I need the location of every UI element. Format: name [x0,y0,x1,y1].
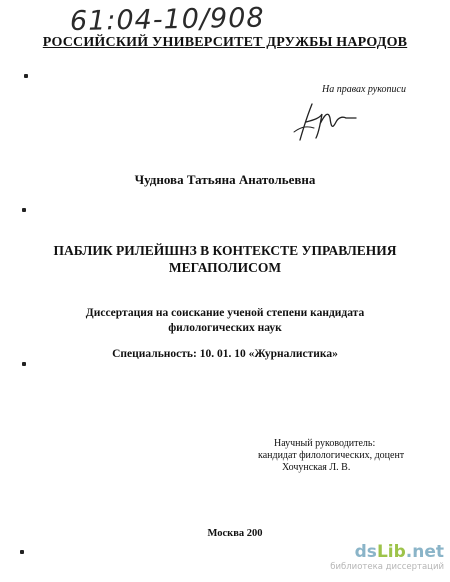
thesis-title-line: МЕГАПОЛИСОМ [168,260,282,275]
dslib-subtitle: библиотека диссертаций [330,562,444,572]
supervisor-block [258,438,444,474]
university-name: РОССИЙСКИЙ УНИВЕРСИТЕТ ДРУЖБЫ НАРОДОВ [42,35,408,50]
scan-mark [22,362,26,366]
city-year: Москва 200 [207,528,263,539]
degree-statement [70,306,380,336]
thesis-title-line: ПАБЛИК РИЛЕЙШНЗ В КОНТЕКСТЕ УПРАВЛЕНИЯ [53,243,397,258]
scan-mark [22,208,26,212]
supervisor-degree: кандидат филологических, доцент [258,450,405,461]
dslib-watermark [326,542,444,580]
dslib-logo: dsLib.net [354,542,444,562]
handwritten-signature [290,96,360,144]
degree-line: Диссертация на соискание ученой степени кандидата [85,307,365,319]
thesis-title [40,242,410,276]
scan-mark [20,550,24,554]
supervisor-name: Хочунская Л. В. [282,462,351,473]
degree-line: филологических наук [168,322,282,334]
library-stamp-code: 61:04-10/908 [69,2,265,38]
manuscript-rights-label: На правах рукописи [322,84,406,95]
specialty-line: Специальность: 10. 01. 10 «Журналистика» [112,348,338,360]
scan-mark [24,74,28,78]
supervisor-label: Научный руководитель: [274,438,376,449]
author-name: Чуднова Татьяна Анатольевна [134,172,316,187]
